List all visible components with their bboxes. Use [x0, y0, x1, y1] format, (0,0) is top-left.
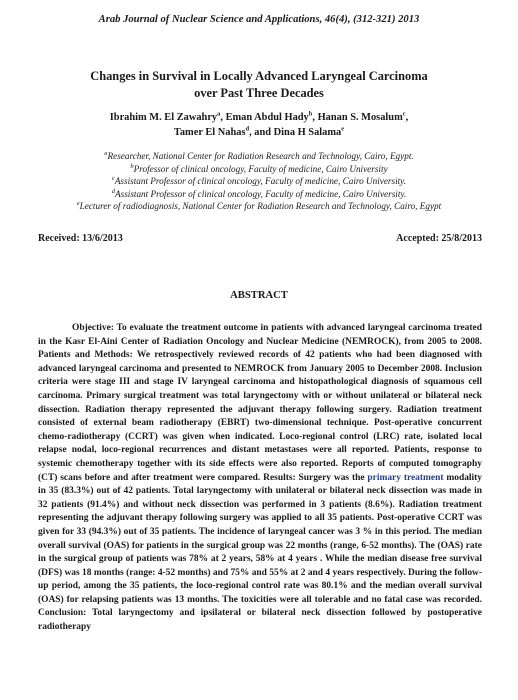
- affil-text: Lecturer of radiodiagnosis, National Center for Radiation Research and Technology, Cairo, Egypt: [79, 201, 442, 212]
- author-line-1: [40, 110, 478, 125]
- author-affil-mark: a: [217, 110, 221, 118]
- author-separator: ,: [405, 112, 409, 123]
- author-name: Tamer El Nahas: [173, 127, 246, 138]
- affil-mark: c: [111, 175, 115, 183]
- affil-mark: a: [104, 149, 108, 157]
- abstract-body: [38, 322, 482, 635]
- affil-mark: d: [111, 187, 115, 195]
- affiliation-c: [10, 175, 508, 188]
- affil-text: Professor of clinical oncology, Faculty of medicine, Cairo University: [133, 163, 388, 174]
- affil-text: Assistant Professor of clinical oncology, Faculty of medicine, Cairo University.: [115, 188, 407, 199]
- author-name: , Eman Abdul Hady: [220, 112, 309, 123]
- author-affil-mark: e: [341, 125, 345, 133]
- author-line-2: [40, 125, 478, 140]
- abstract-heading: ABSTRACT: [230, 290, 288, 301]
- affil-mark: b: [130, 162, 134, 170]
- author-list: [40, 110, 478, 140]
- affiliation-e: [10, 200, 508, 213]
- affiliation-b: [10, 163, 508, 176]
- affil-mark: e: [76, 200, 80, 208]
- author-affil-mark: b: [308, 110, 313, 118]
- accepted-date: Accepted: 25/8/2013: [396, 233, 482, 244]
- author-affil-mark: d: [245, 125, 250, 133]
- affil-text: Researcher, National Center for Radiation Research and Technology, Cairo, Egypt.: [107, 151, 414, 161]
- affiliation-d: [10, 188, 508, 201]
- author-name: , and Dina H Salama: [249, 127, 342, 138]
- affiliation-a: [10, 150, 508, 163]
- author-affil-mark: c: [402, 110, 406, 118]
- abstract-text-part-2: modality in 35 (83.3%) out of 42 patients. Total laryngectomy with unilateral or bilateral neck dissection was made in 32 patients (91.4%) and without neck dissection was performed in 3 patients (8.6%). Radiation treatment representing the adjuvant therapy following surgery was applied to all 35 patients. Post-operative CCRT was given for 33 (94.3%) out of 35 patients. The incidence of laryngeal cancer was 3 % in this period. The median overall survival (OAS) for patients in the surgical group was 22 months (range, 6-52 months). The (OAS) rate in the surgical group of patients was 78% at 2 years, 58% at 4 years . While the median disease free survival (DFS) was 18 months (range: 4-52 months) and 75% and 55% at 2 and 4 years respectively. During the follow-up period, among the 35 patients, the loco-regional control rate was 80.1% and the median overall survival (OAS) for relapsing patients was 13 months. The toxicities were all tolerable and no fatal case was recorded. Conclusion: Total laryngectomy and ipsilateral or bilateral neck dissection followed by postoperative radiotherapy: [38, 472, 483, 633]
- title-line-1: Changes in Survival in Locally Advanced Laryngeal Carcinoma: [90, 69, 428, 83]
- journal-header: Arab Journal of Nuclear Science and Applications, 46(4), (312-321) 2013: [98, 14, 420, 25]
- paper-title: [40, 68, 478, 102]
- author-name: Ibrahim M. El Zawahry: [109, 112, 218, 123]
- affiliations: [10, 150, 508, 213]
- abstract-text-part-1: Objective: To evaluate the treatment outcome in patients with advanced laryngeal carcinoma treated in the Kasr El-Aini Center of Radiation Oncology and Nuclear Medicine (NEMROCK), from 2005 to 2008. Patients and Methods: We retrospectively reviewed records of 42 patients who had been diagnosed with advanced laryngeal carcinoma and presented to NEMROCK from January 2005 to December 2008. Inclusion criteria were stage III and stage IV laryngeal carcinoma and histopathological diagnosis of squamous cell carcinoma. Primary surgical treatment was total laryngectomy with or without unilateral or bilateral neck dissection. Radiation therapy represented the adjuvant therapy following surgery. Radiation treatment consisted of external beam radiotherapy (EBRT) two-dimensional technique. Post-operative concurrent chemo-radiotherapy (CCRT) was given when indicated. Loco-regional control (LRC) rate, isolated local relapse nodal, loco-regional recurrences and distant metastases were all reported. Patients, response to systemic chemotherapy together with its side effects were also reported. Reports of computed tomography (CT) scans before and after treatment were compared. Results: Surgery was the: [38, 323, 482, 483]
- abstract-highlight: primary treatment: [367, 472, 444, 483]
- affil-text: Assistant Professor of clinical oncology, Faculty of medicine, Cairo University.: [114, 176, 407, 187]
- author-name: , Hanan S. Mosalum: [312, 112, 403, 123]
- title-line-2: over Past Three Decades: [194, 86, 324, 100]
- received-date: Received: 13/6/2013: [38, 233, 123, 244]
